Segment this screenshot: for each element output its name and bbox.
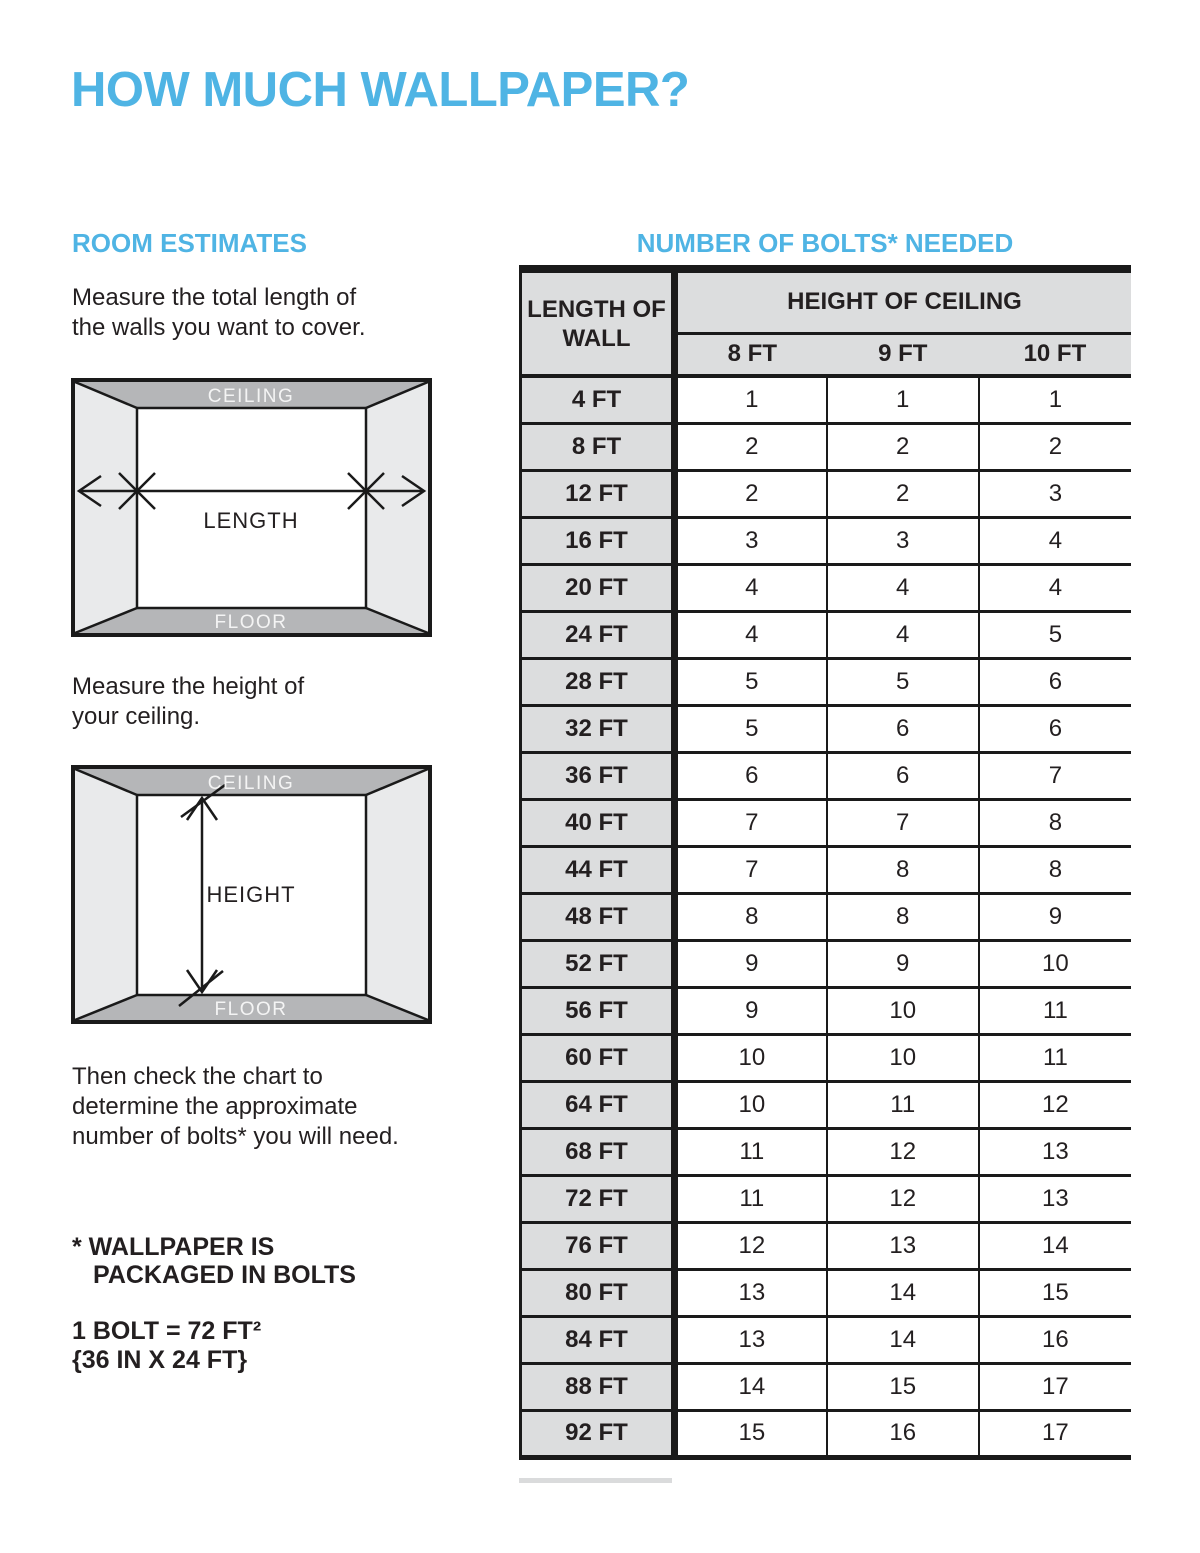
footnote-line: * WALLPAPER IS bbox=[72, 1233, 275, 1261]
row-label: 60 FT bbox=[521, 1034, 675, 1081]
bolts-value-10ft: 13 bbox=[979, 1175, 1131, 1222]
left-wall bbox=[75, 769, 137, 1020]
room-length-diagram bbox=[71, 378, 432, 637]
bolts-value-10ft: 2 bbox=[979, 423, 1131, 470]
bolts-value-10ft: 11 bbox=[979, 987, 1131, 1034]
table-row bbox=[521, 846, 1132, 893]
table-row bbox=[521, 893, 1132, 940]
bolts-value-9ft: 11 bbox=[827, 1081, 979, 1128]
bolts-value-10ft: 1 bbox=[979, 376, 1131, 423]
bolts-value-9ft: 16 bbox=[827, 1410, 979, 1457]
bolts-value-8ft: 2 bbox=[675, 423, 827, 470]
table-row bbox=[521, 1175, 1132, 1222]
bolts-value-8ft: 5 bbox=[675, 658, 827, 705]
bolts-value-9ft: 12 bbox=[827, 1175, 979, 1222]
bolt-info-line: 1 BOLT = 72 FT² bbox=[72, 1317, 262, 1345]
bolts-value-8ft: 4 bbox=[675, 611, 827, 658]
room-length-diagram-svg bbox=[71, 378, 432, 637]
row-label: 72 FT bbox=[521, 1175, 675, 1222]
bolts-value-8ft: 11 bbox=[675, 1128, 827, 1175]
row-label: 8 FT bbox=[521, 423, 675, 470]
row-label: 28 FT bbox=[521, 658, 675, 705]
bolts-value-10ft: 3 bbox=[979, 470, 1131, 517]
room-height-diagram bbox=[71, 765, 432, 1024]
wallpaper-footnote bbox=[72, 1233, 356, 1289]
row-label: 64 FT bbox=[521, 1081, 675, 1128]
col-header-8ft: 8 FT bbox=[675, 333, 827, 376]
right-wall bbox=[366, 769, 428, 1020]
bolts-value-9ft: 12 bbox=[827, 1128, 979, 1175]
bolts-value-10ft: 12 bbox=[979, 1081, 1131, 1128]
bolts-value-10ft: 10 bbox=[979, 940, 1131, 987]
row-label: 24 FT bbox=[521, 611, 675, 658]
table-row bbox=[521, 752, 1132, 799]
check-chart-instruction bbox=[72, 1062, 399, 1152]
bolts-value-8ft: 4 bbox=[675, 564, 827, 611]
bolts-value-9ft: 10 bbox=[827, 1034, 979, 1081]
bolts-value-9ft: 13 bbox=[827, 1222, 979, 1269]
room-height-diagram-svg bbox=[71, 765, 432, 1024]
floor-label: FLOOR bbox=[214, 612, 288, 633]
bolts-value-8ft: 5 bbox=[675, 705, 827, 752]
measure-length-instruction bbox=[72, 283, 365, 343]
bolts-value-9ft: 8 bbox=[827, 893, 979, 940]
bolts-value-9ft: 7 bbox=[827, 799, 979, 846]
bolts-value-9ft: 15 bbox=[827, 1363, 979, 1410]
table-row bbox=[521, 658, 1132, 705]
row-label: 80 FT bbox=[521, 1269, 675, 1316]
row-label: 92 FT bbox=[521, 1410, 675, 1457]
col-header-10ft: 10 FT bbox=[979, 333, 1131, 376]
table-row bbox=[521, 705, 1132, 752]
group-header-height-of-ceiling: HEIGHT OF CEILING bbox=[675, 269, 1132, 333]
bolts-value-9ft: 2 bbox=[827, 470, 979, 517]
row-label: 76 FT bbox=[521, 1222, 675, 1269]
row-label: 48 FT bbox=[521, 893, 675, 940]
table-row bbox=[521, 1081, 1132, 1128]
right-wall bbox=[366, 382, 428, 633]
table-row bbox=[521, 1269, 1132, 1316]
bolts-value-10ft: 16 bbox=[979, 1316, 1131, 1363]
bolts-value-9ft: 10 bbox=[827, 987, 979, 1034]
bolts-needed-heading: NUMBER OF BOLTS* NEEDED bbox=[636, 228, 1014, 258]
bolts-value-9ft: 4 bbox=[827, 564, 979, 611]
left-wall bbox=[75, 382, 137, 633]
bolts-value-10ft: 17 bbox=[979, 1410, 1131, 1457]
bolts-value-9ft: 3 bbox=[827, 517, 979, 564]
row-label: 20 FT bbox=[521, 564, 675, 611]
row-label: 16 FT bbox=[521, 517, 675, 564]
bolts-value-10ft: 9 bbox=[979, 893, 1131, 940]
bolts-value-9ft: 14 bbox=[827, 1269, 979, 1316]
bolts-value-8ft: 3 bbox=[675, 517, 827, 564]
bolts-value-8ft: 9 bbox=[675, 987, 827, 1034]
bolts-value-8ft: 15 bbox=[675, 1410, 827, 1457]
row-label: 56 FT bbox=[521, 987, 675, 1034]
row-label: 40 FT bbox=[521, 799, 675, 846]
row-label: 88 FT bbox=[521, 1363, 675, 1410]
bolts-value-10ft: 5 bbox=[979, 611, 1131, 658]
bolts-value-8ft: 10 bbox=[675, 1081, 827, 1128]
bolts-value-9ft: 2 bbox=[827, 423, 979, 470]
bolts-value-8ft: 7 bbox=[675, 846, 827, 893]
bolts-value-10ft: 4 bbox=[979, 517, 1131, 564]
row-label: 12 FT bbox=[521, 470, 675, 517]
table-row bbox=[521, 940, 1132, 987]
bolts-value-9ft: 1 bbox=[827, 376, 979, 423]
instruction-line: Measure the total length of bbox=[72, 284, 357, 311]
bolt-info-line: {36 IN X 24 FT} bbox=[72, 1346, 248, 1374]
bolts-value-8ft: 1 bbox=[675, 376, 827, 423]
corner-header-length-of-wall: LENGTH OF WALL bbox=[521, 269, 675, 376]
bolts-value-10ft: 6 bbox=[979, 658, 1131, 705]
table-row bbox=[521, 799, 1132, 846]
bolts-value-9ft: 6 bbox=[827, 705, 979, 752]
table-row bbox=[521, 376, 1132, 423]
bolts-value-8ft: 8 bbox=[675, 893, 827, 940]
bolts-value-10ft: 8 bbox=[979, 846, 1131, 893]
footnote-line: PACKAGED IN BOLTS bbox=[93, 1261, 356, 1289]
table-bottom-shadow bbox=[519, 1478, 672, 1483]
table-row bbox=[521, 423, 1132, 470]
instruction-line: Then check the chart to bbox=[72, 1063, 323, 1090]
bolts-value-9ft: 4 bbox=[827, 611, 979, 658]
instruction-line: your ceiling. bbox=[72, 703, 201, 730]
bolts-value-10ft: 17 bbox=[979, 1363, 1131, 1410]
table-row bbox=[521, 1363, 1132, 1410]
page-title: HOW MUCH WALLPAPER? bbox=[71, 63, 690, 117]
height-label: HEIGHT bbox=[206, 882, 296, 907]
bolts-value-9ft: 8 bbox=[827, 846, 979, 893]
bolts-value-10ft: 6 bbox=[979, 705, 1131, 752]
instruction-line: determine the approximate bbox=[72, 1093, 358, 1120]
bolts-value-8ft: 12 bbox=[675, 1222, 827, 1269]
floor-label: FLOOR bbox=[214, 999, 288, 1020]
row-label: 36 FT bbox=[521, 752, 675, 799]
table-row bbox=[521, 1034, 1132, 1081]
row-label: 84 FT bbox=[521, 1316, 675, 1363]
row-label: 52 FT bbox=[521, 940, 675, 987]
table-row bbox=[521, 470, 1132, 517]
room-estimates-heading: ROOM ESTIMATES bbox=[72, 228, 307, 258]
table-row bbox=[521, 987, 1132, 1034]
bolts-value-8ft: 13 bbox=[675, 1316, 827, 1363]
bolts-value-8ft: 14 bbox=[675, 1363, 827, 1410]
table-row bbox=[521, 1128, 1132, 1175]
instruction-line: the walls you want to cover. bbox=[72, 314, 366, 341]
table-row bbox=[521, 611, 1132, 658]
bolts-value-9ft: 14 bbox=[827, 1316, 979, 1363]
bolts-value-8ft: 10 bbox=[675, 1034, 827, 1081]
col-header-9ft: 9 FT bbox=[827, 333, 979, 376]
table-row bbox=[521, 564, 1132, 611]
row-label: 68 FT bbox=[521, 1128, 675, 1175]
bolts-table bbox=[519, 265, 1131, 1460]
ceiling-label: CEILING bbox=[207, 773, 295, 794]
row-label: 4 FT bbox=[521, 376, 675, 423]
bolts-value-10ft: 4 bbox=[979, 564, 1131, 611]
table-row bbox=[521, 517, 1132, 564]
bolts-value-10ft: 15 bbox=[979, 1269, 1131, 1316]
measure-height-instruction bbox=[72, 672, 304, 732]
table-row bbox=[521, 1222, 1132, 1269]
bolts-value-10ft: 7 bbox=[979, 752, 1131, 799]
table-row bbox=[521, 1316, 1132, 1363]
bolts-value-9ft: 5 bbox=[827, 658, 979, 705]
bolts-value-10ft: 13 bbox=[979, 1128, 1131, 1175]
bolt-size-info bbox=[72, 1317, 261, 1375]
bolts-value-8ft: 11 bbox=[675, 1175, 827, 1222]
bolts-value-10ft: 11 bbox=[979, 1034, 1131, 1081]
ceiling-label: CEILING bbox=[207, 386, 295, 407]
bolts-value-10ft: 14 bbox=[979, 1222, 1131, 1269]
bolts-value-8ft: 2 bbox=[675, 470, 827, 517]
bolts-value-8ft: 13 bbox=[675, 1269, 827, 1316]
bolts-table-container bbox=[519, 265, 1131, 1460]
bolts-value-9ft: 9 bbox=[827, 940, 979, 987]
instruction-line: Measure the height of bbox=[72, 673, 305, 700]
bolts-value-9ft: 6 bbox=[827, 752, 979, 799]
bolts-value-8ft: 6 bbox=[675, 752, 827, 799]
table-row bbox=[521, 1410, 1132, 1457]
row-label: 44 FT bbox=[521, 846, 675, 893]
length-label: LENGTH bbox=[203, 508, 299, 533]
bolts-value-8ft: 7 bbox=[675, 799, 827, 846]
bolts-value-8ft: 9 bbox=[675, 940, 827, 987]
instruction-line: number of bolts* you will need. bbox=[72, 1123, 399, 1150]
row-label: 32 FT bbox=[521, 705, 675, 752]
bolts-value-10ft: 8 bbox=[979, 799, 1131, 846]
